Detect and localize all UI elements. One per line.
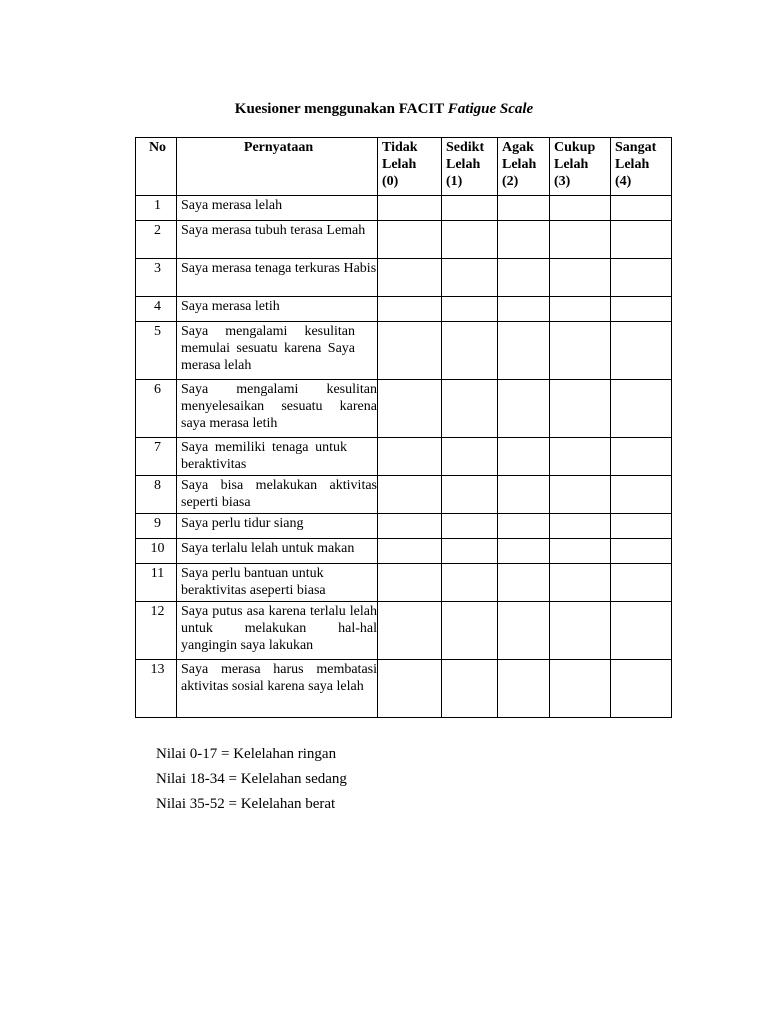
answer-cell[interactable]	[550, 564, 611, 602]
answer-cell[interactable]	[442, 602, 498, 660]
table-row	[136, 602, 672, 660]
scoring-line-moderate: Nilai 18-34 = Kelelahan sedang	[156, 771, 347, 787]
answer-cell[interactable]	[442, 380, 498, 438]
answer-cell[interactable]	[498, 438, 550, 476]
row-number: 8	[136, 476, 177, 514]
answer-cell[interactable]	[498, 196, 550, 221]
answer-cell[interactable]	[378, 564, 442, 602]
table-row	[136, 539, 672, 564]
answer-cell[interactable]	[550, 297, 611, 322]
answer-cell[interactable]	[378, 221, 442, 259]
row-statement: Saya mengalami kesulitan menyelesaikan sesuatu karena saya merasa letih	[177, 380, 378, 438]
header-option-4-line3: (4)	[615, 174, 632, 189]
scoring-line-mild: Nilai 0-17 = Kelelahan ringan	[156, 746, 337, 762]
table-row	[136, 380, 672, 438]
row-statement: Saya perlu tidur siang	[177, 514, 378, 539]
answer-cell[interactable]	[611, 297, 672, 322]
row-number: 4	[136, 297, 177, 322]
answer-cell[interactable]	[378, 259, 442, 297]
answer-cell[interactable]	[550, 322, 611, 380]
answer-cell[interactable]	[442, 514, 498, 539]
answer-cell[interactable]	[611, 602, 672, 660]
table-row	[136, 196, 672, 221]
answer-cell[interactable]	[550, 514, 611, 539]
row-statement: Saya terlalu lelah untuk makan	[177, 539, 378, 564]
answer-cell[interactable]	[550, 221, 611, 259]
row-statement: Saya memiliki tenaga untuk beraktivitas	[177, 438, 378, 476]
header-statement: Pernyataan	[177, 138, 378, 196]
answer-cell[interactable]	[378, 297, 442, 322]
answer-cell[interactable]	[378, 660, 442, 718]
row-number: 10	[136, 539, 177, 564]
table-row	[136, 259, 672, 297]
answer-cell[interactable]	[498, 259, 550, 297]
row-statement: Saya merasa letih	[177, 297, 378, 322]
header-option-1	[442, 138, 498, 196]
table-header-row	[136, 138, 672, 196]
table-row	[136, 438, 672, 476]
answer-cell[interactable]	[611, 322, 672, 380]
answer-cell[interactable]	[611, 380, 672, 438]
title-italic: Fatigue Scale	[447, 101, 534, 117]
table-row	[136, 322, 672, 380]
table-row	[136, 564, 672, 602]
answer-cell[interactable]	[442, 438, 498, 476]
answer-cell[interactable]	[498, 221, 550, 259]
answer-cell[interactable]	[498, 514, 550, 539]
answer-cell[interactable]	[378, 380, 442, 438]
header-option-4-line2: Lelah	[615, 157, 650, 172]
row-number: 9	[136, 514, 177, 539]
answer-cell[interactable]	[550, 660, 611, 718]
row-number: 1	[136, 196, 177, 221]
document-title	[0, 101, 768, 118]
row-number: 3	[136, 259, 177, 297]
questionnaire-table	[135, 137, 672, 718]
header-option-3-line1: Cukup	[554, 140, 596, 155]
answer-cell[interactable]	[611, 476, 672, 514]
row-statement: Saya merasa lelah	[177, 196, 378, 221]
answer-cell[interactable]	[611, 564, 672, 602]
row-number: 7	[136, 438, 177, 476]
answer-cell[interactable]	[498, 539, 550, 564]
answer-cell[interactable]	[611, 514, 672, 539]
answer-cell[interactable]	[550, 196, 611, 221]
header-option-3	[550, 138, 611, 196]
table-row	[136, 514, 672, 539]
answer-cell[interactable]	[498, 602, 550, 660]
answer-cell[interactable]	[498, 297, 550, 322]
header-option-0	[378, 138, 442, 196]
answer-cell[interactable]	[611, 539, 672, 564]
answer-cell[interactable]	[550, 476, 611, 514]
answer-cell[interactable]	[442, 564, 498, 602]
row-number: 2	[136, 221, 177, 259]
row-statement: Saya mengalami kesulitan memulai sesuatu karena Saya merasa lelah	[177, 322, 378, 380]
answer-cell[interactable]	[378, 514, 442, 539]
answer-cell[interactable]	[442, 539, 498, 564]
answer-cell[interactable]	[442, 476, 498, 514]
answer-cell[interactable]	[378, 476, 442, 514]
answer-cell[interactable]	[378, 322, 442, 380]
header-option-4	[611, 138, 672, 196]
row-statement: Saya merasa harus membatasi aktivitas sosial karena saya lelah	[177, 660, 378, 718]
answer-cell[interactable]	[442, 196, 498, 221]
answer-cell[interactable]	[498, 564, 550, 602]
answer-cell[interactable]	[550, 539, 611, 564]
answer-cell[interactable]	[442, 259, 498, 297]
answer-cell[interactable]	[611, 196, 672, 221]
answer-cell[interactable]	[442, 297, 498, 322]
answer-cell[interactable]	[550, 602, 611, 660]
title-main: Kuesioner menggunakan FACIT	[234, 101, 448, 117]
row-statement: Saya putus asa karena terlalu lelah untuk melakukan hal-hal yangingin saya lakukan	[177, 602, 378, 660]
answer-cell[interactable]	[498, 380, 550, 438]
answer-cell[interactable]	[611, 438, 672, 476]
row-number: 11	[136, 564, 177, 602]
row-statement: Saya merasa tubuh terasa Lemah	[177, 221, 378, 259]
header-option-3-line2: Lelah	[554, 157, 589, 172]
answer-cell[interactable]	[442, 660, 498, 718]
scoring-legend	[156, 742, 347, 817]
row-statement: Saya bisa melakukan aktivitas seperti biasa	[177, 476, 378, 514]
header-option-3-line3: (3)	[554, 174, 571, 189]
row-statement: Saya perlu bantuan untuk beraktivitas aseperti biasa	[177, 564, 378, 602]
header-option-2	[498, 138, 550, 196]
table-row	[136, 476, 672, 514]
table-row	[136, 660, 672, 718]
header-option-2-line2: Lelah	[502, 157, 537, 172]
answer-cell[interactable]	[611, 259, 672, 297]
header-option-4-line1: Sangat	[615, 140, 657, 155]
header-option-0-line1: Tidak	[382, 140, 418, 155]
table-row	[136, 297, 672, 322]
header-no: No	[136, 138, 177, 196]
answer-cell[interactable]	[378, 602, 442, 660]
header-option-1-line3: (1)	[446, 174, 463, 189]
answer-cell[interactable]	[378, 196, 442, 221]
answer-cell[interactable]	[611, 660, 672, 718]
row-number: 6	[136, 380, 177, 438]
header-option-2-line1: Agak	[502, 140, 534, 155]
header-option-0-line3: (0)	[382, 174, 399, 189]
header-option-1-line1: Sedikt	[446, 140, 485, 155]
row-statement: Saya merasa tenaga terkuras Habis	[177, 259, 378, 297]
answer-cell[interactable]	[442, 221, 498, 259]
answer-cell[interactable]	[378, 539, 442, 564]
row-number: 5	[136, 322, 177, 380]
row-number: 12	[136, 602, 177, 660]
header-option-2-line3: (2)	[502, 174, 519, 189]
answer-cell[interactable]	[550, 380, 611, 438]
answer-cell[interactable]	[611, 221, 672, 259]
header-option-0-line2: Lelah	[382, 157, 417, 172]
header-option-1-line2: Lelah	[446, 157, 481, 172]
answer-cell[interactable]	[442, 322, 498, 380]
scoring-line-severe: Nilai 35-52 = Kelelahan berat	[156, 796, 336, 812]
answer-cell[interactable]	[550, 259, 611, 297]
answer-cell[interactable]	[378, 438, 442, 476]
answer-cell[interactable]	[498, 660, 550, 718]
answer-cell[interactable]	[550, 438, 611, 476]
row-number: 13	[136, 660, 177, 718]
answer-cell[interactable]	[498, 322, 550, 380]
table-row	[136, 221, 672, 259]
answer-cell[interactable]	[498, 476, 550, 514]
